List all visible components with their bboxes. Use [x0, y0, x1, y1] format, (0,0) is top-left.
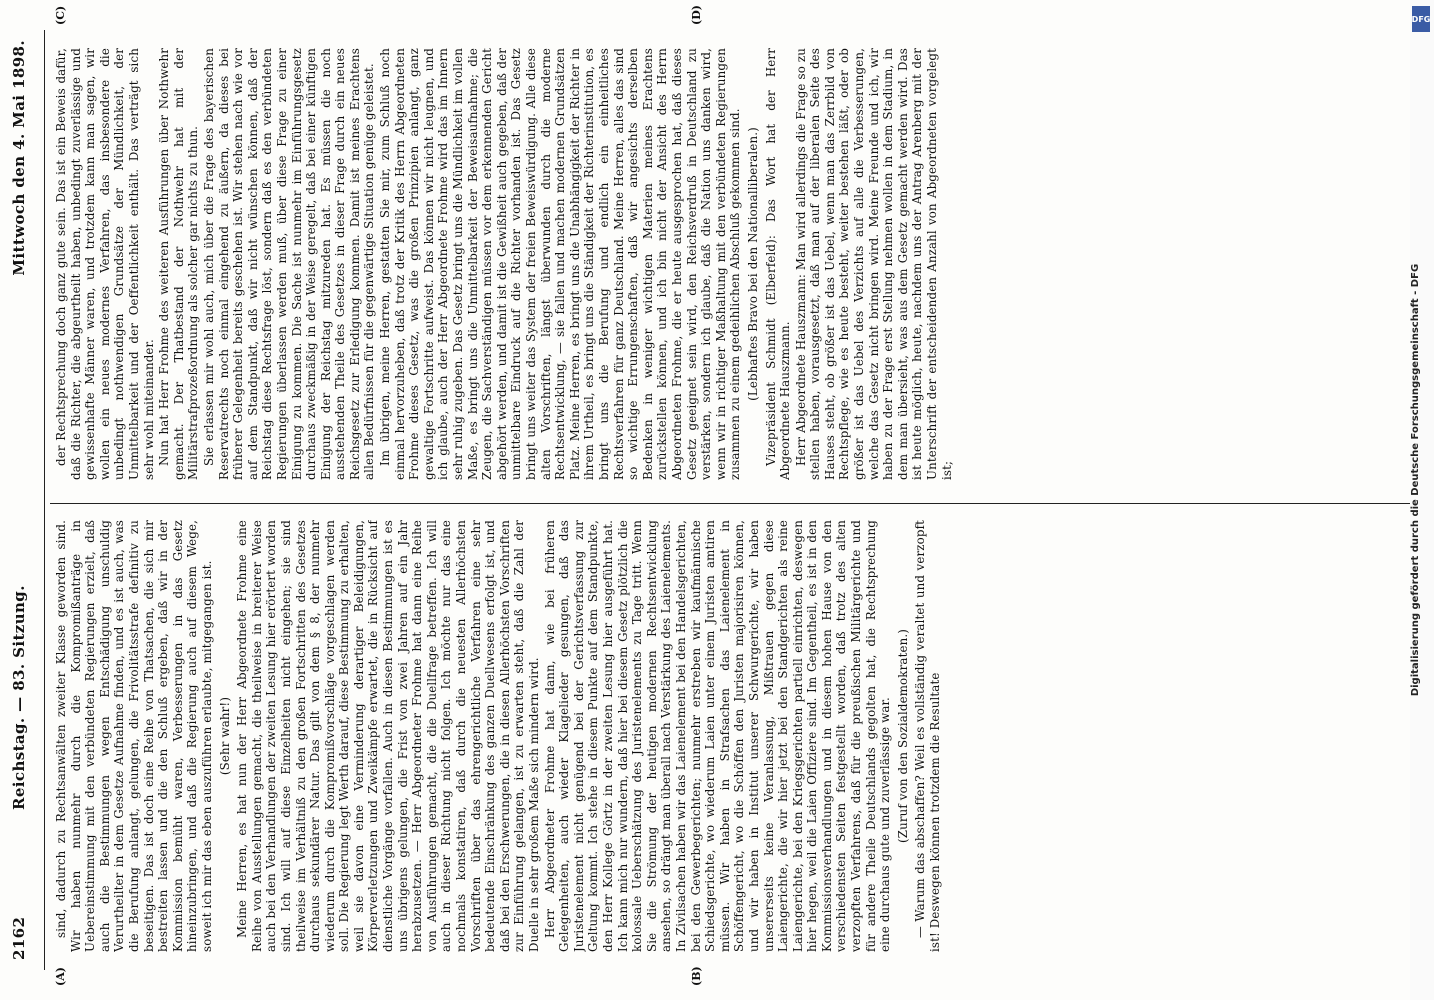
- paragraph: Sie erlassen mir wohl auch, mich über die Frage des bayerischen Reservatrechts noch einmal eingehend zu äußern, da dieses bei früherer Gelegenheit bereits geschehen ist. Wir stehen nach wie vor auf dem Standpunkt, daß wir nicht wünschen können, daß der Reichstag diese Rechtsfrage löst, sondern daß es den verbündeten Regierungen überlassen werden muß, über diese Frage zu einer Einigung zu kommen. Die Sache ist nunmehr im Einführungsgesetz durchaus zweckmäßig in der Weise geregelt, daß bei einer künftigen Einigung der Reichstag mitzureden hat. Es müssen die noch ausstehenden Theile des Gesetzes in dieser Frage durch ein neues Reichsgesetz zur Erledigung kommen. Damit ist meines Erachtens allen Bedürfnissen für die gegenwärtige Situation genüge geleistet.: [201, 48, 377, 480]
- paragraph: Herr Abgeordneter Frohme hat dann, wie bei früheren Gelegenheiten, auch wieder Klagelieder gesungen, daß das Juristenelement nicht genügend bei der Gerichtsverfassung zur Geltung kommt. Ich stehe in diesem Punkte auf dem Standpunkte, den Herr Kollege Görtz in der zweiten Lesung hier ausgeführt hat. Ich kann mich nur wundern, daß hier bei diesem Gesetz plötzlich die kolossale Ueberschätzung des Juristenelements zu Tage tritt. Wenn Sie die Strömung der heutigen modernen Rechtsentwicklung ansehen, so drängt man überall nach Verstärkung des Laienelements. In Zivilsachen haben wir das Laienelement bei den Handelsgerichten, bei den Gewerbegerichten; nunmehr erstreben wir kaufmännische Schiedsgerichte, wo wiederum Laien unter einem Juristen amtiren müssen. Wir haben in Strafsachen das Laienelement in Schöffengericht, wo die Schöffen den Juristen majorisiren können, und wir haben in Institut unserer Schwurgerichte, wir haben unsererseits keine Veranlassung, Mißtrauen gegen diese Laiengerichte, die wir hier jetzt bei den Standgerichten als reine Laiengerichte, bei den Kriegsgerichten partiell einrichten, deswegen hier hegen, weil die Laien Offiziere sind. Im Gegentheil, es ist in den Kommissionsverhandlungen und in diesem hohen Hause von den verschiedensten Seiten festgestellt worden, daß trotz des alten verzopften Verfahrens, daß für die preußischen Militärgerichte und für andere Theile Deutschlands gegolten hat, die Rechtsprechung eine durchaus gute und zuverlässige war.: [542, 520, 893, 952]
- page-header: [10, 40, 36, 960]
- header-left-title: Reichstag. — 83. Sitzung.: [10, 585, 28, 810]
- paragraph: — Warum das abschaffen? Weil es vollständig veraltet und verzopft ist! Deswegen können trotzdem die Resultate: [913, 520, 943, 952]
- page-number: 2162: [10, 916, 28, 960]
- margin-marker-d: (D): [690, 5, 703, 25]
- interjection: (Zuruf von den Sozialdemokraten.): [895, 629, 910, 843]
- header-rule: [44, 30, 45, 970]
- margin-marker-a: (A): [54, 967, 67, 986]
- margin-marker-c: (C): [54, 5, 67, 25]
- column-divider: [50, 503, 1426, 504]
- paragraph: Im übrigen, meine Herren, gestatten Sie mir, zum Schluß noch einmal hervorzuheben, daß trotz der Kritik des Herrn Abgeordneten Frohme dieses Gesetz, was die großen Prinzipien anlangt, ganz gewaltige Fortschritte aufweist. Das können wir nicht leugnen, und ich glaube, auch der Herr Abgeordnete Frohme wird das im Innern sehr ruhig zugeben. Das Gesetz bringt uns die Mündlichkeit im vollen Maße, es bringt uns die Unmittelbarkeit der Beweisaufnahme; die Zeugen, die Sachverständigen müssen vor dem erkennenden Gericht abgehört werden, und damit ist die Gewißheit auch gegeben, daß der unmittelbare Eindruck auf die Richter vorhanden ist. Das Gesetz bringt uns weiter das System der freien Beweiswürdigung. Alle diese alten Vorschriften, längst überwunden durch die moderne Rechtsentwicklung, — sie fallen und machen modernen Grundsätzen Platz. Meine Herren, es bringt uns die Unabhängigkeit der Richter in ihrem Urtheil, es bringt uns die Ständigkeit der Richterinstitution, es bringt uns die Berufung und endlich ein einheitliches Rechtsverfahren für ganz Deutschland. Meine Herren, alles das sind so wichtige Errungenschaften, daß wir angesichts derselben Bedenken in weniger wichtigen Materien meines Erachtens zurückstellen können, und ich bin nicht der Ansicht des Herrn Abgeordneten Frohme, die er heute ausgesprochen hat, daß dieses Gesetz geeignet sein wird, den Reichsverdruß in Deutschland zu verstärken, sondern ich glaube, daß die Nation uns danken wird, wenn wir in richtiger Maßhaltung mit den verbündeten Regierungen zusammen zu einem gedeihlichen Abschluß gekommen sind.: [378, 48, 743, 480]
- dfg-logo: DFG: [1412, 6, 1430, 32]
- paragraph: Herr Abgeordnete Hauszmann: Man wird allerdings die Frage so zu stellen haben, vorausgesetzt, daß man auf der liberalen Seite des Hauses steht, ob größer ist das Uebel, wenn man das Zerrbild von Rechtspflege, wie es heute besteht, weiter bestehen läßt, oder ob größer ist das Uebel des Verzichts auf alle die Verbesserungen, welche das Gesetz nicht bringen wird. Meine Freunde und ich, wir haben zu der Frage erst Stellung nehmen wollen in dem Stadium, in dem man übersieht, was aus dem Gesetz gemacht werden wird. Das ist heute möglich, heute, nachdem uns der Antrag Arenberg mit der Unterschrift der entscheidenden Anzahl von Abgeordneten vorgelegt ist;: [793, 48, 954, 480]
- digitization-note: Digitalisierung gefördert durch die Deutsche Forschungsgemeinschaft - DFG: [1410, 263, 1421, 697]
- speaker-line: Vizepräsident Schmidt (Elberfeld): Das Wort hat der Herr Abgeordnete Hauszmann.: [763, 48, 793, 480]
- right-column: [54, 48, 1414, 480]
- header-right-title: Mittwoch den 4. Mai 1898.: [10, 40, 28, 276]
- paragraph: Meine Herren, es hat nun der Herr Abgeordnete Frohme eine Reihe von Ausstellungen gemacht, die theilweise in breiterer Weise auch bei den Verhandlungen der zweiten Lesung hier erörtert worden sind. Ich will auf diese Einzelheiten nicht eingehen; sie sind theilweise im Verhältniß zu den großen Fortschritten des Gesetzes durchaus sekundärer Natur. Das gilt von dem § 8, der nunmehr wiederum durch die Kompromißvorschläge vorgeschlagen werden soll. Die Regierung legt Werth darauf, diese Bestimmung zu erhalten, weil sie davon eine Verminderung derartiger Beleidigungen, Körperverletzungen und Zweikämpfe erwartet, die in Rücksicht auf dienstliche Vorgänge vorfallen. Auch in diesen Bestimmungen ist es uns übrigens gelungen, die Frist von zwei Jahren auf ein Jahr herabzusetzen. — Herr Abgeordneter Frohme hat dann eine Reihe von Ausführungen gemacht, die die Duellfrage betreffen. Ich will auch in dieser Richtung nicht folgen. Ich möchte nur das eine nochmals konstatiren, daß durch die neuesten Allerhöchsten Vorschriften über das ehrengerichtliche Verfahren eine sehr bedeutende Einschränkung des ganzen Duellwesens erfolgt ist, und daß bei den Erschwerungen, die in diesen Allerhöchsten Vorschriften zur Einführung gelangen, ist zu erwarten steht, daß die Zahl der Duelle in sehr großem Maße sich mindern wird.: [235, 520, 541, 952]
- paragraph: Nun hat Herr Frohme des weiteren Ausführungen über Nothwehr gemacht. Der Thatbestand der Nothwehr hat mit der Militärstrafprozeßordnung als solcher gar nichts zu thun.: [157, 48, 201, 480]
- digitization-sidebar: [1410, 0, 1434, 1000]
- paragraph: der Rechtsprechung doch ganz gute sein. Das ist ein Beweis dafür, daß die Richter, die abgeurtheilt haben, unbedingt zuverlässige und gewissenhafte Männer waren, und trotzdem kann man sagen, wir wollen ein neues modernes Verfahren, das insbesondere die unbedingt nothwendigen Grundsätze der Mündlichkeit, der Unmittelbarkeit und der Oeffentlichkeit enthält. Das verträgt sich sehr wohl miteinander.: [54, 48, 156, 480]
- paragraph: sind, dadurch zu Rechtsanwälten zweiter Klasse geworden sind. Wir haben nunmehr durch die Kompromißanträge in Uebereinstimmung mit den verbündeten Regierungen erzielt, daß auch die Bestimmungen wegen Entschädigung unschuldig Verurtheilter in dem Gesetze Aufnahme finden, und es ist auch, was die Berufung anlangt, gelungen, die Frivolitätsstrafe definitiv zu beseitigen. Das ist doch eine Reihe von Thatsachen, die sich mir bestreiten lassen und die den Schluß ergeben, daß wir in der Kommission bemüht waren, Verbesserungen in das Gesetz hineinzubringen, und daß die Regierung auch auf diesem Wege, soweit ich mir das eben auszuführen erlaubte, mitgegangen ist.: [54, 520, 214, 952]
- interjection: (Lebhaftes Bravo bei den Nationalliberalen.): [745, 127, 760, 401]
- margin-marker-b: (B): [690, 966, 703, 986]
- interjection: (Sehr wahr!): [217, 696, 232, 776]
- left-column: [54, 520, 1414, 952]
